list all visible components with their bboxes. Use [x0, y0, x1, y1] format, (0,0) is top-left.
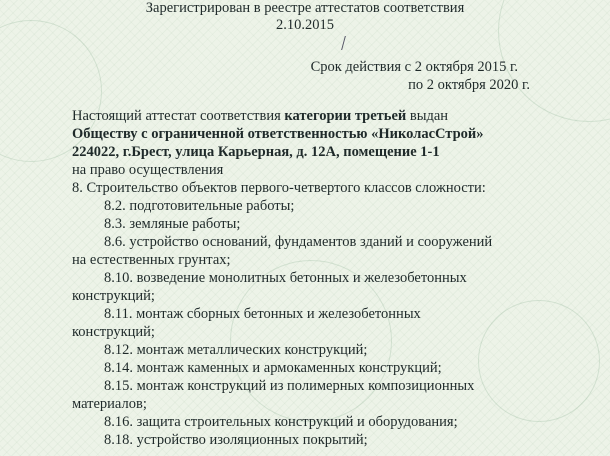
list-item: 8.6. устройство оснований, фундаментов зданий и сооружений [104, 234, 493, 250]
company-address: 224022, г.Брест, улица Карьерная, д. 12А, помещение 1-1 [72, 144, 440, 160]
list-item-continuation: конструкций; [72, 324, 155, 340]
list-item: 8.12. монтаж металлических конструкций; [104, 342, 368, 358]
list-item: 8.3. земляные работы; [104, 216, 241, 232]
pen-mark [341, 36, 352, 50]
list-item-continuation: конструкций; [72, 288, 155, 304]
list-item-continuation: на естественных грунтах; [72, 252, 231, 268]
intro-line [72, 107, 448, 125]
company-name: Обществу с ограниченной ответственностью «НиколасСтрой» [72, 126, 484, 142]
category-text: категории третьей [284, 108, 407, 124]
list-item: 8.14. монтаж каменных и армокаменных конструкций; [104, 360, 442, 376]
list-item: 8.18. устройство изоляционных покрытий; [104, 432, 368, 448]
validity-from: Срок действия с 2 октября 2015 г. [310, 59, 518, 75]
list-item: 8.2. подготовительные работы; [104, 198, 295, 214]
intro-text-end: выдан [406, 108, 449, 124]
registry-date: 2.10.2015 [276, 17, 334, 33]
list-item-continuation: материалов; [72, 396, 147, 412]
intro-text: Настоящий аттестат соответствия [72, 108, 285, 124]
list-item: 8.10. возведение монолитных бетонных и железобетонных [104, 270, 467, 286]
validity-to: по 2 октября 2020 г. [408, 77, 530, 93]
list-item: 8.15. монтаж конструкций из полимерных композиционных [104, 378, 475, 394]
right-to-perform: на право осуществления [72, 162, 224, 178]
list-item: 8.11. монтаж сборных бетонных и железобетонных [104, 306, 421, 322]
registry-line: Зарегистрирован в реестре аттестатов соответствия [145, 0, 465, 16]
section-8-heading: 8. Строительство объектов первого-четвертого классов сложности: [72, 180, 486, 196]
guilloche-pattern [478, 300, 600, 422]
list-item: 8.16. защита строительных конструкций и оборудования; [104, 414, 458, 430]
